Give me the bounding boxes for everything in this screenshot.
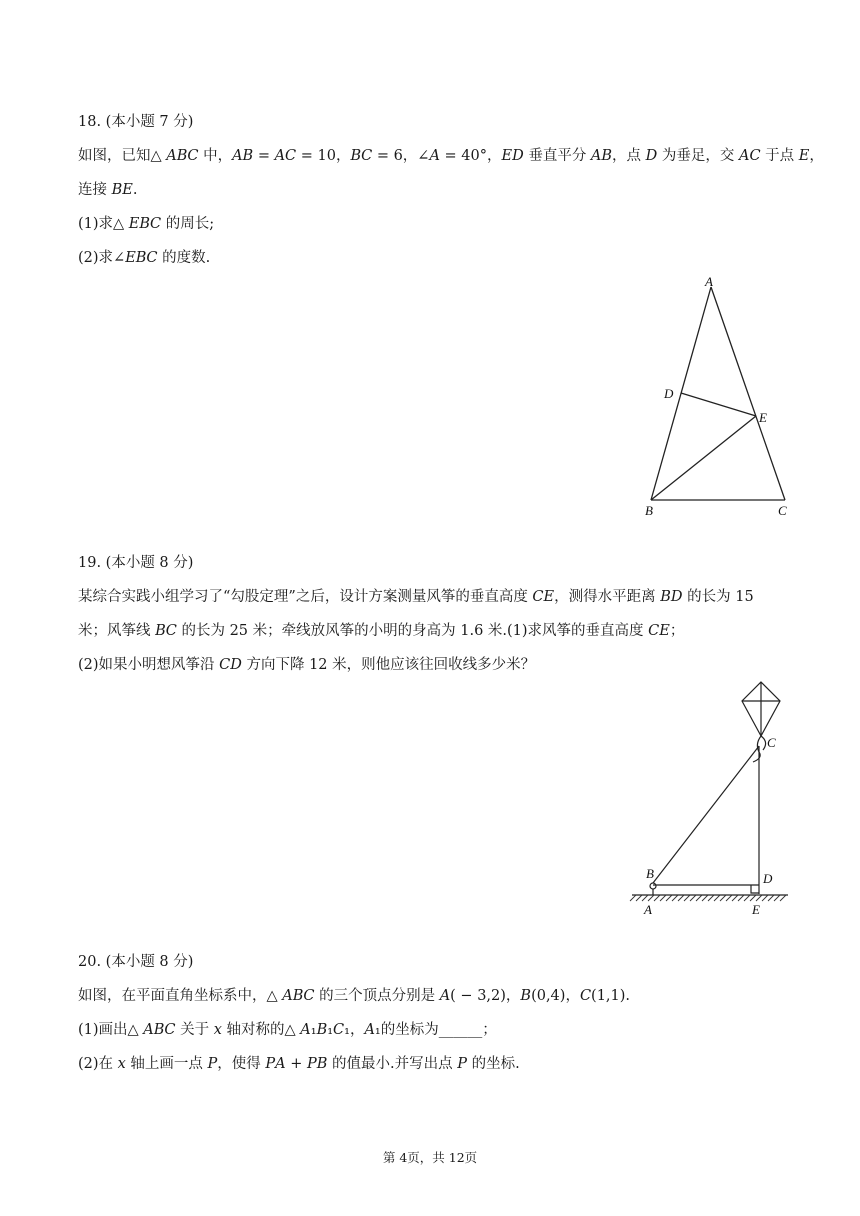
segment-DE (681, 393, 756, 416)
q18-part2: (2)求∠𝐸𝐵𝐶 的度数. (78, 250, 211, 266)
q20-header: 20. (本小题 8 分) (78, 954, 194, 970)
label-E: E (752, 902, 760, 917)
label-B: B (645, 503, 653, 518)
page-footer: 第 4页，共 12页 (382, 1150, 478, 1165)
q19-kite-figure (628, 676, 793, 926)
segment-BE (651, 416, 756, 500)
q18-triangle-figure (640, 270, 810, 520)
q20-part1: (1)画出△ 𝐴𝐵𝐶 关于 𝑥 轴对称的△ 𝐴₁𝐵₁𝐶₁，𝐴₁的坐标为______； (78, 1022, 497, 1038)
q20-stem-line1: 如图，在平面直角坐标系中，△ 𝐴𝐵𝐶 的三个顶点分别是 𝐴( − 3,2)，𝐵(0,4)，𝐶(1,1). (78, 988, 631, 1004)
q19-stem-line1: 某综合实践小组学习了“勾股定理”之后，设计方案测量风筝的垂直高度 𝐶𝐸，测得水平距离 𝐵𝐷 的长为 15 (78, 589, 754, 605)
q18-header: 18. (本小题 7 分) (78, 114, 194, 130)
q18-stem-line1: 如图，已知△ 𝐴𝐵𝐶 中，𝐴𝐵 = 𝐴𝐶 = 10，𝐵𝐶 = 6，∠𝐴 = 40°，𝐸𝐷 垂直平分 𝐴𝐵，点 𝐷 为垂足，交 𝐴𝐶 于点 𝐸， (78, 148, 824, 164)
label-C: C (767, 735, 776, 750)
label-C: C (778, 503, 787, 518)
q18-part1: (1)求△ 𝐸𝐵𝐶 的周长; (78, 216, 215, 232)
person-marker (650, 883, 656, 889)
label-A: A (644, 902, 652, 917)
right-angle-mark (751, 885, 759, 893)
label-D: D (763, 871, 773, 886)
kite-tail-2 (761, 736, 766, 750)
label-A: A (705, 274, 713, 289)
q18-stem-line2: 连接 𝐵𝐸. (78, 182, 138, 198)
q20-part2: (2)在 𝑥 轴上画一点 𝑃，使得 𝑃𝐴 + 𝑃𝐵 的值最小.并写出点 𝑃 的坐标. (78, 1056, 520, 1072)
label-E: E (759, 410, 767, 425)
segment-BC (653, 746, 759, 883)
segment-AC (711, 287, 785, 500)
label-B: B (646, 866, 654, 881)
label-D: D (664, 386, 674, 401)
ground-hatching (630, 895, 786, 901)
q19-part2: (2)如果小明想风筝沿 𝐶𝐷 方向下降 12 米，则他应该往回收线多少米？ (78, 657, 536, 673)
q19-header: 19. (本小题 8 分) (78, 555, 194, 571)
q19-stem-line2: 米；风筝线 𝐵𝐶 的长为 25 米；牵线放风筝的小明的身高为 1.6 米.(1)求风筝的垂直高度 𝐶𝐸； (78, 623, 685, 639)
